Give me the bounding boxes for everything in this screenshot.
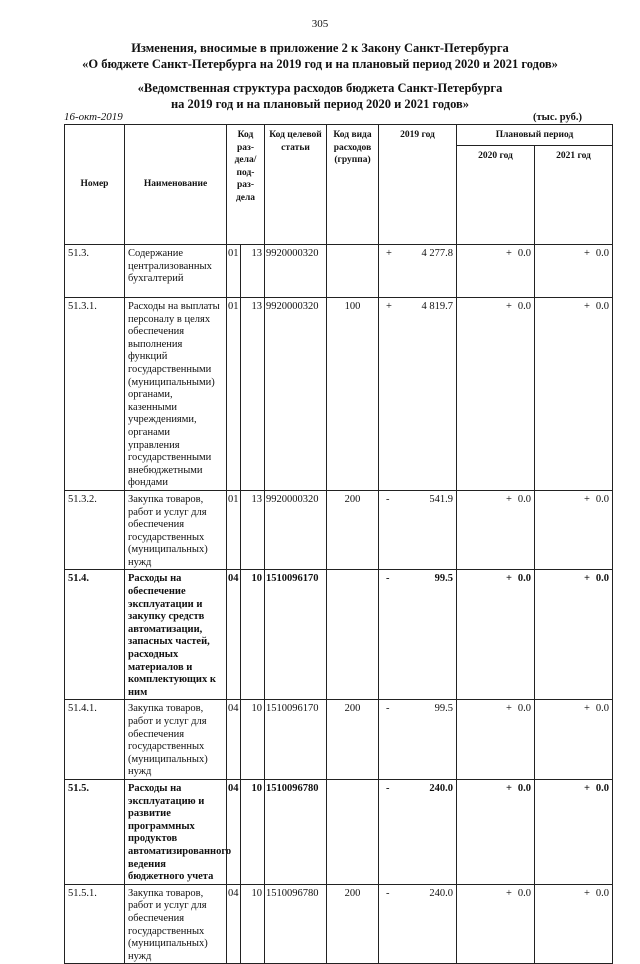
sign-2021: + bbox=[584, 301, 590, 312]
row-name: Закупка товаров, работ и услуг для обеспечения государственных (муниципальных) нужд bbox=[125, 700, 227, 780]
document-date: 16-окт-2019 bbox=[64, 111, 123, 123]
value-2019: 240.0 bbox=[429, 782, 453, 794]
value-2020: 0.0 bbox=[517, 887, 531, 899]
row-name: Закупка товаров, работ и услуг для обеспечения государственных (муниципальных) нужд bbox=[125, 490, 227, 570]
row-number: 51.3.2. bbox=[65, 490, 125, 570]
row-2020-cell bbox=[457, 779, 535, 884]
row-razdel: 04 bbox=[227, 700, 241, 780]
row-podrazdel: 10 bbox=[241, 700, 265, 780]
value-2021: 0.0 bbox=[595, 703, 609, 715]
row-target-code: 9920000320 bbox=[265, 490, 327, 570]
value-2020: 0.0 bbox=[517, 782, 531, 794]
header-2021: 2021 год bbox=[535, 146, 613, 245]
row-number: 51.5.1. bbox=[65, 884, 125, 964]
sign-2020: + bbox=[506, 887, 512, 899]
table-row bbox=[65, 298, 613, 491]
row-2021-cell bbox=[535, 570, 613, 700]
row-target-code: 1510096170 bbox=[265, 570, 327, 700]
table-row bbox=[65, 779, 613, 884]
header-name: Наименование bbox=[125, 125, 227, 245]
row-2020-cell bbox=[457, 490, 535, 570]
row-target-code: 9920000320 bbox=[265, 245, 327, 298]
row-2019-cell bbox=[379, 779, 457, 884]
value-2019: 541.9 bbox=[429, 493, 453, 505]
document-subtitle-line-1: «Ведомственная структура расходов бюджета Санкт-Петербурга bbox=[137, 81, 503, 95]
row-target-code: 1510096170 bbox=[265, 700, 327, 780]
page-number: 305 bbox=[311, 18, 329, 30]
value-2019: 240.0 bbox=[429, 887, 453, 899]
row-2020-cell bbox=[457, 700, 535, 780]
value-2021: 0.0 bbox=[595, 301, 609, 312]
row-razdel: 01 bbox=[227, 490, 241, 570]
sign-2019: + bbox=[386, 248, 392, 259]
sign-2019: - bbox=[386, 782, 390, 794]
table-row bbox=[65, 490, 613, 570]
sign-2020: + bbox=[506, 573, 512, 585]
sign-2020: + bbox=[506, 782, 512, 794]
row-name: Расходы на эксплуатацию и развитие программных продуктов автоматизированного ведения бюджетного учета bbox=[125, 779, 227, 884]
sign-2021: + bbox=[584, 887, 590, 899]
row-2019-cell bbox=[379, 700, 457, 780]
sign-2019: - bbox=[386, 573, 390, 585]
sign-2019: + bbox=[386, 301, 392, 312]
row-number: 51.4.1. bbox=[65, 700, 125, 780]
row-name: Расходы на выплаты персоналу в целях обеспечения выполнения функций государственными (муниципальными) органами, казенными учреждениями, органами управления государственными внебюджетными фондами bbox=[125, 298, 227, 491]
table-row bbox=[65, 884, 613, 964]
sign-2020: + bbox=[506, 703, 512, 715]
row-number: 51.3. bbox=[65, 245, 125, 298]
row-2020-cell bbox=[457, 245, 535, 298]
value-2020: 0.0 bbox=[517, 573, 531, 585]
document-title-line-1: Изменения, вносимые в приложение 2 к Закону Санкт-Петербурга bbox=[131, 41, 509, 55]
sign-2021: + bbox=[584, 782, 590, 794]
sign-2021: + bbox=[584, 703, 590, 715]
sign-2019: - bbox=[386, 493, 390, 505]
row-number: 51.5. bbox=[65, 779, 125, 884]
row-2021-cell bbox=[535, 779, 613, 884]
row-2021-cell bbox=[535, 245, 613, 298]
sign-2021: + bbox=[584, 493, 590, 505]
sign-2019: - bbox=[386, 703, 390, 715]
row-2019-cell bbox=[379, 884, 457, 964]
row-expense-type bbox=[327, 245, 379, 298]
header-2020: 2020 год bbox=[457, 146, 535, 245]
row-2020-cell bbox=[457, 884, 535, 964]
header-number: Номер bbox=[65, 125, 125, 245]
table-row bbox=[65, 245, 613, 298]
value-2021: 0.0 bbox=[595, 493, 609, 505]
row-name: Закупка товаров, работ и услуг для обеспечения государственных (муниципальных) нужд bbox=[125, 884, 227, 964]
sign-2021: + bbox=[584, 573, 590, 585]
header-expense-type-code: Код вида расходов (группа) bbox=[327, 125, 379, 245]
row-2021-cell bbox=[535, 490, 613, 570]
value-2019: 99.5 bbox=[434, 573, 453, 585]
budget-table bbox=[64, 124, 613, 964]
row-2019-cell bbox=[379, 298, 457, 491]
row-name: Расходы на обеспечение эксплуатации и закупку средств автоматизации, запасных частей, расходных материалов и комплектующих к ним bbox=[125, 570, 227, 700]
row-razdel: 04 bbox=[227, 779, 241, 884]
row-expense-type: 100 bbox=[327, 298, 379, 491]
row-2019-cell bbox=[379, 245, 457, 298]
header-section-code: Код раз- дела/ под- раз- дела bbox=[227, 125, 265, 245]
row-podrazdel: 13 bbox=[241, 298, 265, 491]
table-row bbox=[65, 700, 613, 780]
row-razdel: 01 bbox=[227, 298, 241, 491]
row-name: Содержание централизованных бухгалтерий bbox=[125, 245, 227, 298]
row-expense-type bbox=[327, 779, 379, 884]
row-podrazdel: 13 bbox=[241, 490, 265, 570]
sign-2020: + bbox=[506, 493, 512, 505]
sign-2020: + bbox=[506, 248, 512, 259]
row-expense-type: 200 bbox=[327, 700, 379, 780]
row-expense-type bbox=[327, 570, 379, 700]
row-razdel: 04 bbox=[227, 884, 241, 964]
header-target-code: Код целевой статьи bbox=[265, 125, 327, 245]
row-target-code: 1510096780 bbox=[265, 884, 327, 964]
row-razdel: 04 bbox=[227, 570, 241, 700]
value-2021: 0.0 bbox=[595, 573, 609, 585]
row-2021-cell bbox=[535, 298, 613, 491]
row-2021-cell bbox=[535, 700, 613, 780]
value-2021: 0.0 bbox=[595, 887, 609, 899]
value-2020: 0.0 bbox=[517, 703, 531, 715]
header-2019: 2019 год bbox=[379, 125, 457, 245]
value-2020: 0.0 bbox=[517, 248, 531, 259]
row-target-code: 9920000320 bbox=[265, 298, 327, 491]
row-2020-cell bbox=[457, 570, 535, 700]
row-razdel: 01 bbox=[227, 245, 241, 298]
sign-2019: - bbox=[386, 887, 390, 899]
value-2021: 0.0 bbox=[595, 248, 609, 259]
header-planned-period: Плановый период bbox=[457, 125, 613, 146]
row-expense-type: 200 bbox=[327, 490, 379, 570]
document-title-line-2: «О бюджете Санкт-Петербурга на 2019 год и на плановый период 2020 и 2021 годов» bbox=[82, 57, 558, 71]
value-2020: 0.0 bbox=[517, 493, 531, 505]
value-2020: 0.0 bbox=[517, 301, 531, 312]
row-podrazdel: 10 bbox=[241, 779, 265, 884]
row-2019-cell bbox=[379, 490, 457, 570]
sign-2021: + bbox=[584, 248, 590, 259]
value-2019: 99.5 bbox=[434, 703, 453, 715]
value-2021: 0.0 bbox=[595, 782, 609, 794]
row-number: 51.3.1. bbox=[65, 298, 125, 491]
row-2019-cell bbox=[379, 570, 457, 700]
row-target-code: 1510096780 bbox=[265, 779, 327, 884]
document-subtitle-line-2: на 2019 год и на плановый период 2020 и 2021 годов» bbox=[170, 97, 470, 111]
units-label: (тыс. руб.) bbox=[533, 112, 582, 123]
table-row bbox=[65, 570, 613, 700]
row-expense-type: 200 bbox=[327, 884, 379, 964]
row-podrazdel: 13 bbox=[241, 245, 265, 298]
row-podrazdel: 10 bbox=[241, 884, 265, 964]
row-2020-cell bbox=[457, 298, 535, 491]
value-2019: 4 277.8 bbox=[421, 248, 453, 259]
sign-2020: + bbox=[506, 301, 512, 312]
row-podrazdel: 10 bbox=[241, 570, 265, 700]
value-2019: 4 819.7 bbox=[421, 301, 453, 312]
row-2021-cell bbox=[535, 884, 613, 964]
row-number: 51.4. bbox=[65, 570, 125, 700]
